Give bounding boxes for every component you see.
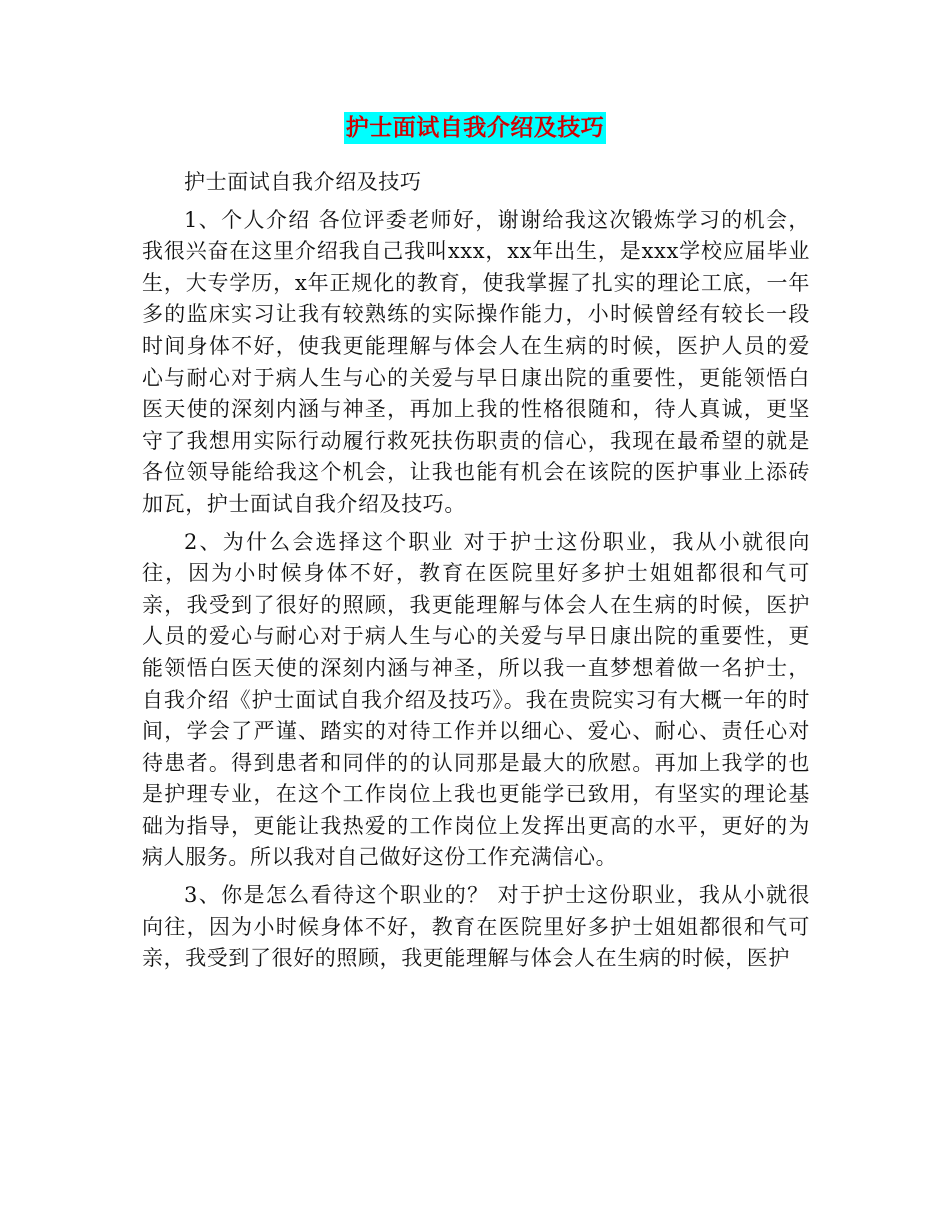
document-subtitle: 护士面试自我介绍及技巧 bbox=[184, 170, 422, 194]
paragraph-2: 2、为什么会选择这个职业 对于护士这份职业，我从小就很向往，因为小时候身体不好，教育在医院里好多护士姐姐都很和气可亲，我受到了很好的照顾，我更能理解与体会人在生病的时候，医护人员的爱心与耐心对于病人生与心的关爱与早日康出院的重要性，更能领悟白医天使的深刻内涵与神圣，所以我一直梦想着做一名护士，自我介绍《护士面试自我介绍及技巧》。我在贵院实习有大概一年的时间，学会了严谨、踏实的对待工作并以细心、爱心、耐心、责任心对待患者。得到患者和同伴的的认同那是最大的欣慰。再加上我学的也是护理专业，在这个工作岗位上我也更能学已致用，有坚实的理论基础为指导，更能让我热爱的工作岗位上发挥出更高的水平，更好的为病人服务。所以我对自己做好这份工作充满信心。 bbox=[142, 529, 810, 870]
paragraph-1: 1、个人介绍 各位评委老师好，谢谢给我这次锻炼学习的机会，我很兴奋在这里介绍我自己我叫xxx，xx年出生，是xxx学校应届毕业生，大专学历，x年正规化的教育，使我掌握了扎实的理论工底，一年多的监床实习让我有较熟练的实际操作能力，小时候曾经有较长一段时间身体不好，使我更能理解与体会人在生病的时候，医护人员的爱心与耐心对于病人生与心的关爱与早日康出院的重要性，更能领悟白医天使的深刻内涵与神圣，再加上我的性格很随和，待人真诚，更坚守了我想用实际行动履行救死扶伤职责的信心，我现在最希望的就是各位领导能给我这个机会，让我也能有机会在该院的医护事业上添砖加瓦，护士面试自我介绍及技巧。 bbox=[142, 207, 810, 516]
document-title: 护士面试自我介绍及技巧 bbox=[344, 112, 607, 144]
document-body bbox=[142, 167, 810, 975]
title-container bbox=[0, 112, 950, 144]
paragraph-3: 3、你是怎么看待这个职业的？ 对于护士这份职业，我从小就很向往，因为小时候身体不好，教育在医院里好多护士姐姐都很和气可亲，我受到了很好的照顾，我更能理解与体会人在生病的时候，医护 bbox=[142, 883, 810, 971]
